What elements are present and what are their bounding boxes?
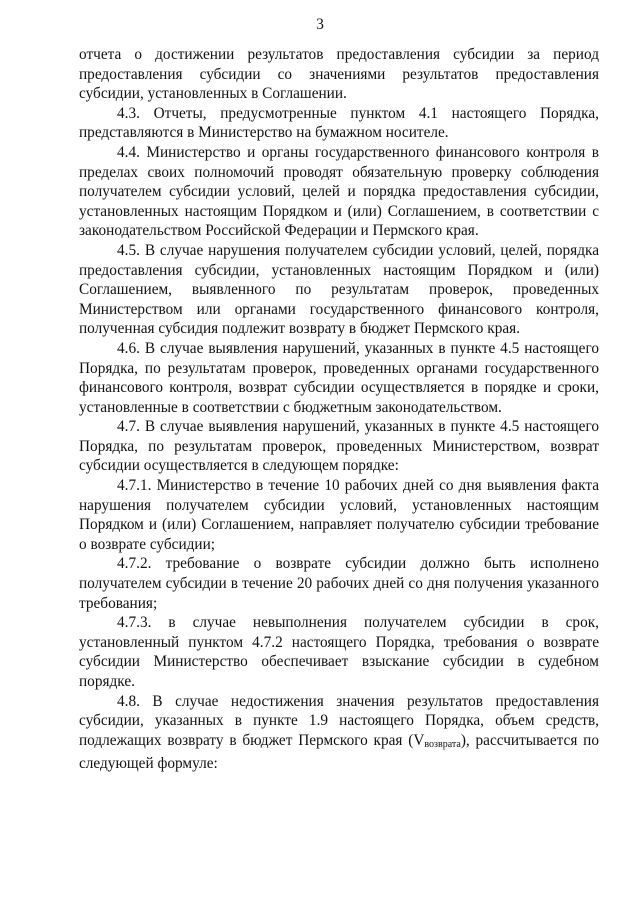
paragraph-4-8-text: 4.8. В случае недостижения значения результатов предоставления субсидии, указанных в пункте 1.9 настоящего Порядка, объем средств, подлежащих возврату в бюджет Пермского края (V — [79, 692, 599, 749]
page-body — [79, 45, 599, 774]
paragraph-4-4: 4.4. Министерство и органы государственного финансового контроля в пределах своих полномочий проводят обязательную проверку соблюдения получателем субсидии условий, целей и порядка предоставления субсидии, установленных настоящим Порядком и (или) Соглашением, в соответствии с законодательством Российской Федерации и Пермского края. — [79, 143, 599, 240]
paragraph-4-8-text-end: ), рассчитывается по следующей формуле: — [79, 731, 599, 773]
paragraph-4-7-1: 4.7.1. Министерство в течение 10 рабочих дней со дня выявления факта нарушения получателем субсидии условий, установленных настоящим Порядком и (или) Соглашением, направляет получателю субсидии требование о возврате субсидии; — [79, 477, 599, 553]
paragraph-4-3: 4.3. Отчеты, предусмотренные пунктом 4.1 настоящего Порядка, представляются в Министерство на бумажном носителе. — [79, 104, 599, 142]
v-return-subscript: возврата — [424, 738, 461, 750]
paragraph-4-8 — [79, 692, 599, 774]
paragraph-4-7: 4.7. В случае выявления нарушений, указанных в пункте 4.5 настоящего Порядка, по результатам проверок, проведенных Министерством, возврат субсидии осуществляется в следующем порядке: — [79, 418, 599, 475]
paragraph-4-6: 4.6. В случае выявления нарушений, указанных в пункте 4.5 настоящего Порядка, по результатам проверок, проведенных органами государственного финансового контроля, возврат субсидии осуществляется в порядке и сроки, установленные в соответствии с бюджетным законодательством. — [79, 339, 599, 416]
paragraph-4-5: 4.5. В случае нарушения получателем субсидии условий, целей, порядка предоставления субсидии, установленных настоящим Порядком и (или) Соглашением, выявленного по результатам проверок, проведенных Министерством или органами государственного финансового контроля, полученная субсидия подлежит возврату в бюджет Пермского края. — [79, 241, 599, 338]
paragraph-4-7-3: 4.7.3. в случае невыполнения получателем субсидии в срок, установленный пунктом 4.7.2 настоящего Порядка, требования о возврате субсидии Министерство обеспечивает взыскание субсидии в судебном порядке. — [79, 614, 599, 690]
page-number: 3 — [316, 16, 324, 33]
paragraph-continuation: отчета о достижении результатов предоставления субсидии за период предоставления субсидии со значениями результатов предоставления субсидии, установленных в Соглашении. — [79, 46, 599, 103]
paragraph-4-7-2: 4.7.2. требование о возврате субсидии должно быть исполнено получателем субсидии в течение 20 рабочих дней со дня получения указанного требования; — [79, 555, 599, 612]
